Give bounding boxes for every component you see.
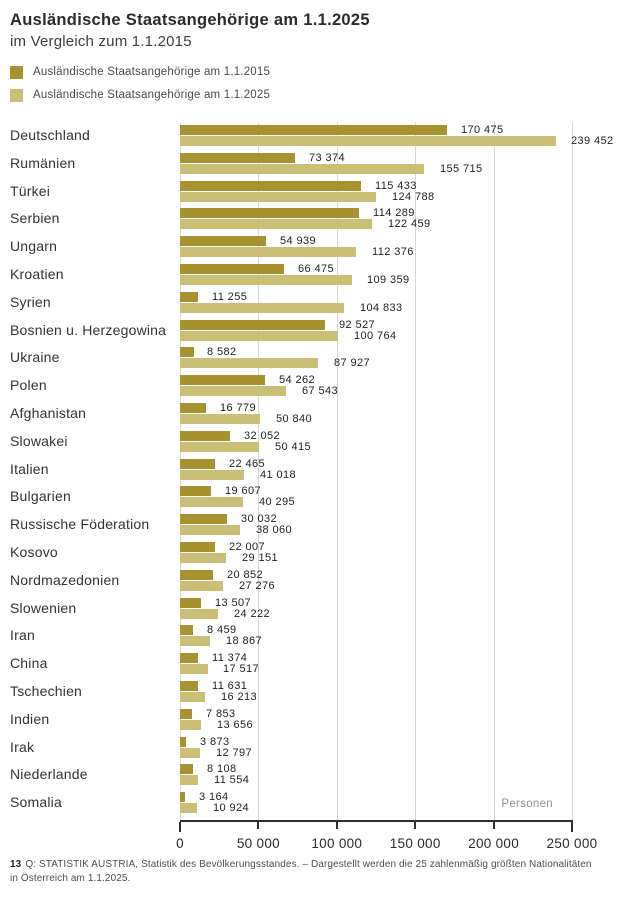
bar-2025 (180, 275, 352, 285)
footnote-line1 (10, 858, 625, 872)
x-axis-tick (179, 822, 181, 832)
bar-2015 (180, 681, 198, 691)
bar-2025 (180, 803, 197, 813)
bar-2025 (180, 609, 218, 619)
value-label-2025: 155 715 (440, 162, 483, 175)
bar-2025 (180, 470, 244, 480)
value-label-2025: 11 554 (214, 774, 250, 787)
value-label-2015: 66 475 (298, 263, 335, 275)
bar-2025 (180, 692, 205, 702)
category-label: Nordmazedonien (10, 571, 120, 588)
value-label-2015: 20 852 (227, 568, 264, 581)
bar-2015 (180, 625, 193, 635)
value-label-2015: 32 052 (244, 429, 281, 442)
category-label: Türkei (10, 182, 51, 199)
category-label: Polen (10, 377, 47, 394)
footnote-number: 13 (10, 859, 22, 870)
x-axis-tick-label: 100 000 (311, 836, 363, 851)
value-label-2025: 87 927 (334, 357, 371, 370)
chart-row (0, 570, 635, 598)
chart-row (0, 514, 635, 542)
bar-2025 (180, 414, 260, 424)
chart-row (0, 292, 635, 320)
value-label-2015: 92 527 (339, 318, 376, 331)
bar-2015 (180, 236, 266, 246)
value-label-2025: 17 517 (223, 663, 260, 676)
chart-row (0, 403, 635, 431)
chart-row (0, 625, 635, 653)
chart-subtitle: im Vergleich zum 1.1.2015 (10, 33, 192, 50)
category-label: Kroatien (10, 266, 64, 282)
chart-row (0, 236, 635, 264)
bar-2015 (180, 181, 361, 191)
bar-2025 (180, 303, 344, 313)
value-label-2015: 115 433 (375, 179, 417, 192)
bar-2025 (180, 553, 226, 563)
value-label-2025: 239 452 (571, 135, 614, 147)
chart-row (0, 431, 635, 459)
chart-row (0, 486, 635, 514)
bar-2025 (180, 525, 240, 535)
x-axis-tick-label: 250 000 (546, 836, 598, 851)
bar-2015 (180, 375, 265, 385)
bar-2025 (180, 720, 201, 730)
category-label: China (10, 655, 48, 672)
chart-row (0, 709, 635, 737)
x-axis-tick-label: 200 000 (468, 836, 520, 851)
value-label-2025: 100 764 (354, 329, 397, 342)
chart-row (0, 153, 635, 181)
bar-2015 (180, 486, 211, 496)
unit-label: Personen (501, 798, 553, 810)
value-label-2015: 22 465 (229, 457, 266, 470)
category-label: Tschechien (10, 683, 83, 699)
bar-2025 (180, 358, 318, 368)
chart-row (0, 737, 635, 765)
value-label-2025: 29 151 (242, 552, 279, 564)
value-label-2025: 16 213 (221, 691, 258, 703)
value-label-2015: 11 374 (212, 652, 248, 665)
chart-row (0, 208, 635, 236)
bar-2025 (180, 497, 243, 507)
chart-row (0, 542, 635, 570)
bar-2015 (180, 570, 213, 580)
value-label-2025: 27 276 (239, 579, 276, 592)
bar-2015 (180, 598, 201, 608)
value-label-2015: 114 289 (373, 207, 415, 220)
bar-2025 (180, 581, 223, 591)
bar-2015 (180, 459, 215, 469)
footnote-text1: Q: STATISTIK AUSTRIA, Statistik des Bevölkerungsstandes. – Dargestellt werden die 25 zahlenmäßig größten Nationalitäten (25, 859, 592, 870)
bar-2015 (180, 320, 325, 330)
x-axis-line (180, 820, 573, 822)
value-label-2015: 170 475 (461, 124, 504, 136)
value-label-2025: 112 376 (372, 246, 414, 259)
value-label-2025: 124 788 (392, 190, 435, 203)
chart-row (0, 459, 635, 487)
chart-row (0, 320, 635, 348)
x-axis-tick-label: 150 000 (389, 836, 441, 851)
value-label-2025: 13 656 (217, 718, 254, 731)
bar-2015 (180, 737, 186, 747)
value-label-2025: 41 018 (260, 468, 297, 481)
x-axis (176, 820, 598, 860)
bar-2025 (180, 136, 556, 146)
footnote-text2: in Österreich am 1.1.2025. (10, 873, 131, 884)
value-label-2025: 50 840 (276, 413, 313, 425)
chart-row (0, 653, 635, 681)
x-axis-tick (571, 822, 573, 832)
bar-2015 (180, 208, 359, 218)
value-label-2015: 8 582 (207, 346, 237, 359)
value-label-2025: 104 833 (360, 301, 403, 314)
bar-2025 (180, 164, 424, 174)
value-label-2025: 38 060 (256, 524, 293, 537)
chart-row (0, 598, 635, 626)
category-label: Bulgarien (10, 488, 71, 505)
bar-2025 (180, 247, 356, 257)
chart-row (0, 347, 635, 375)
bar-2015 (180, 709, 192, 719)
source-note (10, 858, 625, 886)
bar-2025 (180, 775, 198, 785)
value-label-2025: 67 543 (302, 385, 339, 398)
bar-2015 (180, 653, 198, 663)
category-label: Russische Föderation (10, 516, 150, 533)
value-label-2015: 3 873 (200, 735, 230, 748)
value-label-2025: 12 797 (216, 746, 253, 759)
value-label-2025: 18 867 (226, 635, 263, 648)
value-label-2025: 10 924 (213, 802, 250, 815)
category-label: Italien (10, 460, 49, 477)
value-label-2015: 30 032 (241, 513, 278, 526)
value-label-2015: 54 939 (280, 235, 317, 248)
bar-2015 (180, 792, 185, 802)
value-label-2015: 16 779 (220, 402, 257, 414)
bar-2015 (180, 292, 198, 302)
value-label-2015: 54 262 (279, 374, 316, 387)
x-axis-tick (414, 822, 416, 829)
category-label: Niederlande (10, 766, 88, 783)
category-label: Afghanistan (10, 405, 87, 421)
bar-2015 (180, 514, 227, 524)
bar-2025 (180, 664, 208, 674)
bar-2015 (180, 153, 295, 163)
bar-2025 (180, 331, 338, 341)
value-label-2015: 7 853 (206, 707, 236, 720)
value-label-2015: 13 507 (215, 596, 252, 609)
value-label-2015: 3 164 (199, 791, 229, 804)
chart-row (0, 764, 635, 792)
bar-2015 (180, 264, 284, 274)
value-label-2015: 22 007 (229, 541, 266, 553)
category-label: Deutschland (10, 127, 91, 143)
value-label-2015: 11 631 (212, 680, 248, 692)
value-label-2015: 11 255 (212, 290, 248, 303)
category-label: Bosnien u. Herzegowina (10, 321, 167, 338)
bar-2015 (180, 764, 193, 774)
x-axis-tick-label: 50 000 (236, 836, 280, 851)
value-label-2025: 122 459 (388, 218, 431, 231)
x-axis-tick (336, 822, 338, 829)
x-axis-tick-label: 0 (176, 836, 184, 851)
bar-2015 (180, 125, 447, 135)
category-label: Syrien (10, 293, 51, 310)
category-label: Slowakei (10, 432, 68, 449)
value-label-2015: 8 108 (207, 763, 237, 776)
category-label: Somalia (10, 794, 62, 811)
category-label: Irak (10, 738, 35, 755)
category-label: Kosovo (10, 544, 58, 560)
bar-2025 (180, 442, 259, 452)
value-label-2015: 73 374 (309, 151, 346, 164)
bar-2025 (180, 636, 210, 646)
value-label-2015: 19 607 (225, 485, 262, 498)
legend-label-2015: Ausländische Staatsangehörige am 1.1.2015 (33, 66, 271, 78)
value-label-2015: 8 459 (207, 624, 237, 637)
value-label-2025: 109 359 (367, 274, 410, 286)
chart-row (0, 181, 635, 209)
bar-2025 (180, 748, 200, 758)
chart-title: Ausländische Staatsangehörige am 1.1.2025 (10, 11, 370, 29)
bar-2015 (180, 431, 230, 441)
category-label: Iran (10, 627, 35, 644)
bar-2025 (180, 219, 372, 229)
value-label-2025: 40 295 (259, 496, 296, 509)
chart-row (0, 264, 635, 292)
category-label: Indien (10, 710, 50, 727)
bar-chart-rows (0, 125, 635, 822)
bar-2025 (180, 192, 376, 202)
category-label: Slowenien (10, 599, 77, 616)
chart-row (0, 681, 635, 709)
chart-row (0, 375, 635, 403)
x-axis-tick (257, 822, 259, 829)
category-label: Ukraine (10, 349, 60, 366)
value-label-2025: 24 222 (234, 607, 271, 620)
chart-row (0, 125, 635, 153)
category-label: Ungarn (10, 238, 58, 255)
category-label: Serbien (10, 210, 60, 227)
category-label: Rumänien (10, 154, 76, 171)
bar-2015 (180, 347, 194, 357)
bar-2015 (180, 542, 215, 552)
legend-label-2025: Ausländische Staatsangehörige am 1.1.2025 (33, 89, 271, 101)
bar-2015 (180, 403, 206, 413)
bar-2025 (180, 386, 286, 396)
x-axis-tick (493, 822, 495, 829)
value-label-2025: 50 415 (275, 440, 312, 453)
